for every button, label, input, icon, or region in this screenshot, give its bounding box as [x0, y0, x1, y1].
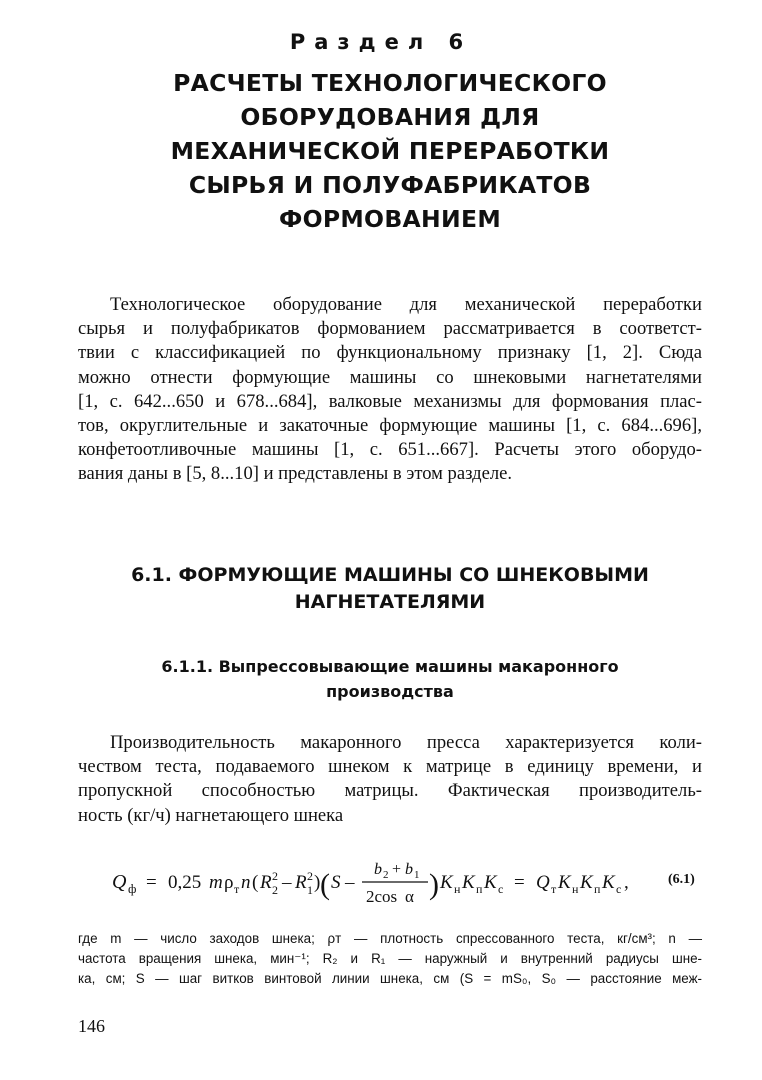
- subsubsection-title-line: производства: [326, 682, 454, 701]
- svg-text:п: п: [476, 882, 483, 896]
- svg-text:с: с: [616, 882, 622, 896]
- svg-text:н: н: [454, 882, 461, 896]
- svg-text:Q: Q: [536, 872, 550, 893]
- paragraph-line: пропускной способностью матрицы. Фактическая производитель-: [78, 780, 702, 802]
- svg-text:R: R: [260, 872, 272, 893]
- svg-text:K: K: [462, 872, 475, 893]
- svg-text:+: +: [392, 861, 402, 878]
- svg-text:–: –: [282, 872, 292, 893]
- paragraph-line: сырья и полуфабрикатов формованием рассматривается в соответст-: [78, 318, 702, 340]
- paragraph-line: ность (кг/ч) нагнетающего шнека: [78, 804, 344, 826]
- subsection-title-line: 6.1. ФОРМУЮЩИЕ МАШИНЫ СО ШНЕКОВЫМИ: [131, 564, 649, 586]
- svg-text:K: K: [440, 872, 453, 893]
- svg-text:с: с: [498, 882, 504, 896]
- svg-text:1: 1: [414, 869, 420, 881]
- svg-text:S: S: [331, 872, 341, 893]
- paragraph-line: чеством теста, подаваемого шнеком к матрице в единицу времени, и: [78, 756, 702, 778]
- svg-text:): ): [314, 872, 321, 893]
- svg-text:b: b: [405, 861, 413, 878]
- svg-text:2cos: 2cos: [366, 887, 398, 906]
- definition-line: ка, см; S — шаг витков винтовой линии шнека, см (S = mS₀, S₀ — расстояние меж-: [78, 970, 702, 986]
- subsubsection-title-line: 6.1.1. Выпрессовывающие машины макаронного: [161, 657, 619, 676]
- chapter-title-line: РАСЧЕТЫ ТЕХНОЛОГИЧЕСКОГО: [173, 69, 607, 97]
- svg-text:(: (: [320, 868, 330, 901]
- paragraph-line: конфетоотливочные машины [1, с. 651...667]. Расчеты этого оборудо-: [78, 439, 702, 461]
- svg-text:2: 2: [383, 869, 389, 881]
- body-paragraph: [78, 731, 702, 828]
- svg-text:): ): [429, 868, 439, 901]
- definition-line: где m — число заходов шнека; ρт — плотность спрессованного теста, кг/см³; n —: [78, 931, 702, 946]
- paragraph-line: можно отнести формующие машины со шнековыми нагнетателями: [78, 366, 702, 388]
- svg-text:0,25: 0,25: [168, 872, 202, 893]
- paragraph-line: твии с классификацией по функциональному признаку [1, 2]. Сюда: [78, 342, 702, 364]
- svg-text:1: 1: [307, 883, 313, 897]
- chapter-title-line: ОБОРУДОВАНИЯ ДЛЯ: [240, 103, 540, 131]
- intro-paragraph: [78, 293, 702, 487]
- chapter-title-line: СЫРЬЯ И ПОЛУФАБРИКАТОВ: [188, 171, 592, 199]
- subsection-title: [80, 562, 700, 616]
- svg-text:n: n: [241, 872, 251, 893]
- svg-text:2: 2: [272, 883, 278, 897]
- paragraph-line: Производительность макаронного пресса характеризуется коли-: [110, 732, 702, 753]
- svg-text:Q: Q: [112, 871, 127, 893]
- svg-text:п: п: [594, 882, 601, 896]
- svg-text:–: –: [345, 872, 355, 893]
- subsubsection-title: [80, 654, 700, 704]
- paragraph-line: тов, округлительные и закаточные формующие машины [1, с. 684...696],: [78, 415, 702, 437]
- svg-text:b: b: [374, 861, 382, 878]
- svg-text:=: =: [514, 872, 525, 893]
- equation-6-1: [112, 858, 712, 910]
- svg-text:н: н: [572, 882, 579, 896]
- svg-text:R: R: [295, 872, 307, 893]
- equation-number: (6.1): [668, 872, 695, 887]
- svg-text:K: K: [602, 872, 615, 893]
- paragraph-line: [1, с. 642...650 и 678...684], валковые механизмы для формования плас-: [78, 390, 702, 412]
- svg-text:т: т: [551, 882, 557, 896]
- svg-text:K: K: [558, 872, 571, 893]
- chapter-title-line: МЕХАНИЧЕСКОЙ ПЕРЕРАБОТКИ: [170, 137, 610, 165]
- paragraph-line: вания даны в [5, 8...10] и представлены в этом разделе.: [78, 463, 513, 485]
- svg-text:(: (: [252, 872, 259, 893]
- svg-text:2: 2: [307, 869, 313, 883]
- svg-text:т: т: [234, 882, 240, 896]
- svg-text:α: α: [405, 887, 414, 906]
- page-number: 146: [78, 1016, 105, 1036]
- svg-text:K: K: [580, 872, 593, 893]
- svg-text:ρ: ρ: [224, 872, 234, 893]
- paragraph-line: Технологическое оборудование для механической переработки: [110, 294, 702, 315]
- equation-formula: [112, 858, 660, 910]
- chapter-title-line: ФОРМОВАНИЕМ: [278, 205, 502, 233]
- chapter-title: [100, 66, 680, 236]
- svg-text:2: 2: [272, 869, 278, 883]
- svg-text:=: =: [146, 872, 157, 893]
- svg-text:K: K: [484, 872, 497, 893]
- variable-definitions: [78, 929, 702, 988]
- definition-line: частота вращения шнека, мин⁻¹; R₂ и R₁ — наружный и внутренний радиусы шне-: [78, 950, 702, 966]
- svg-text:,: ,: [624, 872, 629, 893]
- section-label: Раздел 6: [289, 30, 473, 54]
- subsection-title-line: НАГНЕТАТЕЛЯМИ: [294, 591, 486, 613]
- svg-text:ф: ф: [128, 881, 137, 896]
- svg-text:m: m: [209, 872, 223, 893]
